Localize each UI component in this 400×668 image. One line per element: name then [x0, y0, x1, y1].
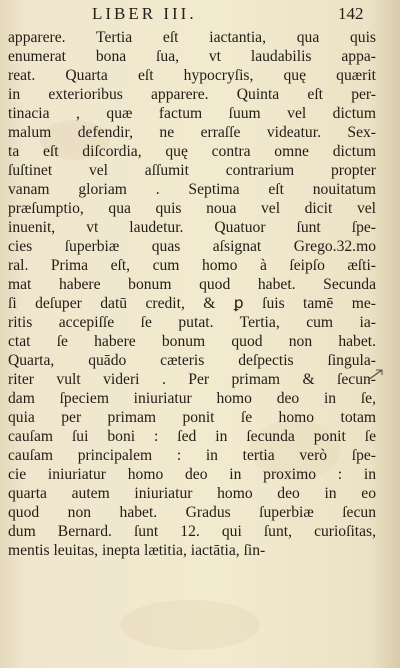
- text-line: quod non habet. Gradus ſuperbiæ ſecun: [8, 504, 376, 521]
- text-line: cauſam ſui boni : ſed in ſecunda ponit ſe: [8, 428, 376, 445]
- text-line: dum Bernard. ſunt 12. qui ſunt, curioſitas,: [8, 523, 376, 540]
- text-line: ſi deſuper datū credit, & ꝑ ſuis tamē me-: [8, 295, 376, 312]
- text-line: ſuſtinet vel aſſumit contrarium propter: [8, 162, 376, 179]
- text-line: malum defendir, ne erraſſe videatur. Sex-: [8, 124, 376, 141]
- text-line: riter vult videri . Per primam & ſecun-: [8, 371, 376, 388]
- text-line: dam ſpeciem iniuriatur homo deo in ſe,: [8, 390, 376, 407]
- text-line: cie iniuriatur homo deo in proximo : in: [8, 466, 376, 483]
- page-header: [0, 4, 400, 26]
- text-line: præſumptio, qua quis noua vel dicit vel: [8, 200, 376, 217]
- text-line: tinacia , quæ factum ſuum vel dictum: [8, 105, 376, 122]
- text-line: vanam gloriam . Septima eſt nouitatum: [8, 181, 376, 198]
- text-line: in exterioribus apparere. Quinta eſt per-: [8, 86, 376, 103]
- running-head: LIBER III.: [92, 4, 197, 23]
- text-line: Quarta, quādo cæteris deſpectis ſingula-: [8, 352, 376, 369]
- text-line: enumerat bona ſua, vt laudabilis appa-: [8, 48, 376, 65]
- text-line: quarta autem iniuriatur homo deo in eo: [8, 485, 376, 502]
- text-line: cies ſuperbiæ quas aſsignat Grego.32.mo: [8, 238, 376, 255]
- text-line: ta eſt diſcordia, quę contra omne dictum: [8, 143, 376, 160]
- text-line: reat. Quarta eſt hypocryſis, quę quærit: [8, 67, 376, 84]
- text-line: mentis leuitas, inepta lætitia, iactātia, ſin-: [8, 542, 266, 559]
- text-line: ctat ſe habere bonum quod non habet.: [8, 333, 376, 350]
- page-number: 142: [338, 4, 364, 23]
- text-line: ritis accepiſſe ſe putat. Tertia, cum ia-: [8, 314, 376, 331]
- text-line: inuenit, vt laudetur. Quatuor ſunt ſpe-: [8, 219, 376, 236]
- text-line: apparere. Tertia eſt iactantia, qua quis: [8, 29, 376, 46]
- text-line: cauſam principalem : in tertia verò ſpe-: [8, 447, 376, 464]
- text-line: mat habere bonum quod habet. Secunda: [8, 276, 376, 293]
- text-line: quia per primam ponit ſe homo totam: [8, 409, 376, 426]
- margin-mark-icon: [366, 368, 384, 382]
- paper-stain: [120, 600, 260, 650]
- text-line: ral. Prima eſt, cum homo à ſeipſo æſti-: [8, 257, 376, 274]
- body-text: [8, 28, 376, 560]
